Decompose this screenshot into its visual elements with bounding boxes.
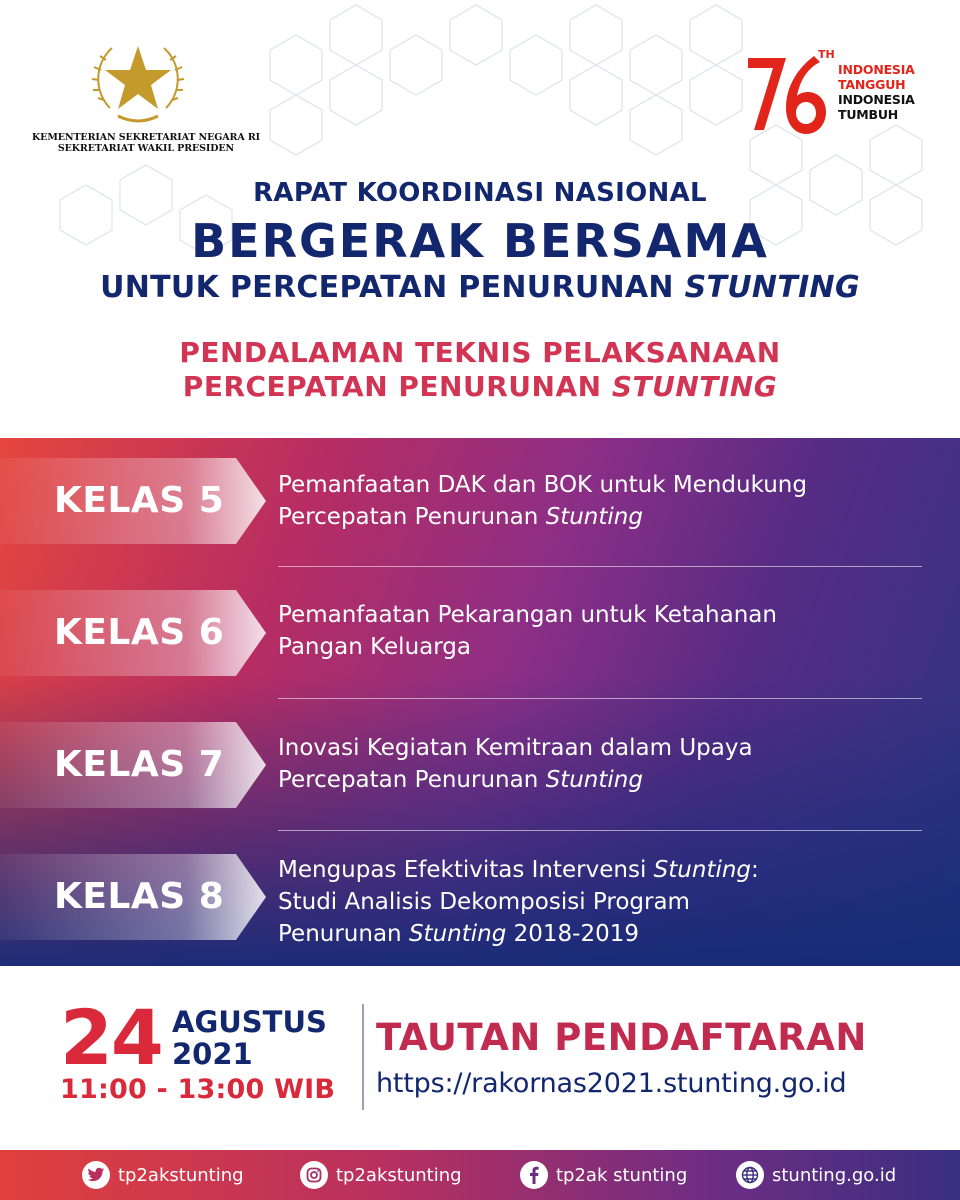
class-description-line2: Pangan Keluarga bbox=[278, 634, 471, 660]
classes-panel bbox=[0, 438, 960, 966]
class-description bbox=[278, 854, 938, 950]
vertical-divider bbox=[362, 1004, 364, 1110]
header bbox=[0, 0, 960, 438]
class-label: KELAS 7 bbox=[54, 744, 225, 785]
tagline-line1: INDONESIA bbox=[838, 62, 915, 77]
state-secretariat-emblem-logo bbox=[88, 30, 188, 130]
session-topic-line2 bbox=[0, 370, 960, 403]
class-description bbox=[278, 732, 938, 796]
class-description-line2 bbox=[278, 764, 938, 796]
class-tag bbox=[0, 722, 270, 808]
class-description-suffix: : bbox=[751, 857, 759, 883]
instagram-handle: tp2akstunting bbox=[336, 1164, 462, 1186]
tagline-line2: TANGGUH bbox=[838, 77, 906, 92]
class-description-text: Percepatan Penurunan bbox=[278, 767, 546, 793]
event-year: 2021 bbox=[172, 1037, 253, 1071]
class-label: KELAS 8 bbox=[54, 876, 225, 917]
facebook-link[interactable] bbox=[520, 1150, 687, 1200]
event-month: AGUSTUS bbox=[172, 1005, 327, 1039]
ministry-name bbox=[30, 132, 262, 154]
class-divider bbox=[278, 566, 922, 567]
class-label: KELAS 5 bbox=[54, 480, 225, 521]
event-main-title: BERGERAK BERSAMA bbox=[191, 214, 769, 268]
class-description-text: Penurunan bbox=[278, 921, 409, 947]
session-topic-text: PERCEPATAN PENURUNAN bbox=[182, 370, 612, 403]
class-description-line1: Pemanfaatan Pekarangan untuk Ketahanan bbox=[278, 602, 777, 628]
session-topic-line1: PENDALAMAN TEKNIS PELAKSANAAN bbox=[179, 336, 781, 369]
class-description-line1: Pemanfaatan DAK dan BOK untuk Mendukung bbox=[278, 472, 807, 498]
event-category-title: RAPAT KOORDINASI NASIONAL bbox=[253, 178, 707, 208]
class-description-text: Percepatan Penurunan bbox=[278, 504, 546, 530]
class-divider bbox=[278, 698, 922, 699]
class-description-line3 bbox=[278, 918, 938, 950]
class-description-suffix: 2018-2019 bbox=[506, 921, 639, 947]
class-description-text: Mengupas Efektivitas Intervensi bbox=[278, 857, 654, 883]
class-description-italic: Stunting bbox=[408, 921, 507, 947]
instagram-link[interactable] bbox=[300, 1150, 462, 1200]
class-description-line1 bbox=[278, 854, 938, 886]
event-time: 11:00 - 13:00 WIB bbox=[60, 1074, 336, 1105]
subtitle-text: UNTUK PERCEPATAN PENURUNAN bbox=[100, 270, 685, 305]
facebook-handle: tp2ak stunting bbox=[556, 1164, 688, 1186]
tagline-line3: INDONESIA bbox=[838, 92, 915, 107]
class-description-italic: Stunting bbox=[545, 767, 643, 793]
session-topic-italic: STUNTING bbox=[611, 370, 778, 403]
ministry-name-line1: KEMENTERIAN SEKRETARIAT NEGARA RI bbox=[32, 132, 260, 143]
anniversary-suffix: TH bbox=[818, 48, 835, 61]
twitter-link[interactable] bbox=[82, 1150, 244, 1200]
facebook-icon bbox=[520, 1161, 548, 1189]
anniversary-tagline bbox=[838, 62, 915, 122]
class-label: KELAS 6 bbox=[54, 612, 225, 653]
registration-title: TAUTAN PENDAFTARAN bbox=[376, 1016, 867, 1059]
social-footer bbox=[0, 1150, 960, 1200]
class-tag bbox=[0, 458, 270, 544]
class-description-line1: Inovasi Kegiatan Kemitraan dalam Upaya bbox=[278, 735, 753, 761]
twitter-icon bbox=[82, 1161, 110, 1189]
website-url: stunting.go.id bbox=[772, 1164, 897, 1186]
ministry-name-line2: SEKRETARIAT WAKIL PRESIDEN bbox=[57, 143, 235, 154]
event-main-subtitle bbox=[0, 270, 960, 305]
registration-link[interactable]: https://rakornas2021.stunting.go.id bbox=[376, 1068, 847, 1099]
class-divider bbox=[278, 830, 922, 831]
website-link[interactable] bbox=[736, 1150, 896, 1200]
tagline-line4: TUMBUH bbox=[838, 107, 899, 122]
class-description bbox=[278, 469, 938, 533]
globe-icon bbox=[736, 1161, 764, 1189]
subtitle-italic-text: STUNTING bbox=[684, 270, 860, 305]
class-description-italic: Stunting bbox=[545, 504, 643, 530]
event-day: 24 bbox=[60, 993, 162, 1082]
class-description-line2 bbox=[278, 501, 938, 533]
class-tag bbox=[0, 590, 270, 676]
class-description bbox=[278, 599, 938, 663]
twitter-handle: tp2akstunting bbox=[118, 1164, 244, 1186]
class-description-line2: Studi Analisis Dekomposisi Program bbox=[278, 889, 690, 915]
class-tag bbox=[0, 854, 270, 940]
class-description-italic: Stunting bbox=[653, 857, 752, 883]
instagram-icon bbox=[300, 1161, 328, 1189]
